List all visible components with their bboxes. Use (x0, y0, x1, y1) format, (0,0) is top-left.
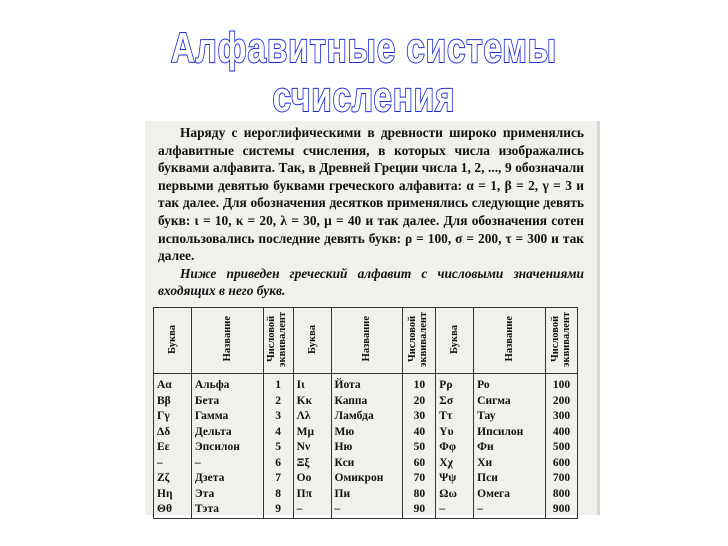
table-cell-value: 80 (403, 487, 436, 503)
table-cell-letter: Ωω (436, 487, 474, 503)
header-value-1: Числовой эквивалент (263, 308, 293, 374)
table-row (154, 471, 578, 487)
table-cell-letter: Ππ (293, 487, 331, 503)
table-cell-name: Тау (474, 409, 546, 425)
table-cell-letter: Ψψ (436, 471, 474, 487)
paragraph-table-intro: Ниже приведен греческий алфавит с числовыми значениями входящих в него букв. (158, 265, 584, 299)
table-cell-letter: – (293, 502, 331, 518)
table-cell-letter: – (154, 456, 192, 472)
table-cell-name: Эта (191, 487, 263, 503)
table-row (154, 394, 578, 410)
table-cell-value: 70 (403, 471, 436, 487)
table-cell-value: 3 (263, 409, 293, 425)
table-row (154, 409, 578, 425)
table-cell-name: Кси (331, 456, 403, 472)
table-cell-value: 2 (263, 394, 293, 410)
table-cell-name: Эпсилон (191, 440, 263, 456)
table-cell-value: 30 (403, 409, 436, 425)
table-row (154, 425, 578, 441)
table-cell-value: 100 (546, 374, 578, 394)
table-cell-letter: Υυ (436, 425, 474, 441)
table-cell-name: Сигма (474, 394, 546, 410)
header-name-2: Название (331, 308, 403, 374)
table-cell-value: 50 (403, 440, 436, 456)
table-cell-value: 7 (263, 471, 293, 487)
header-letter-1: Буква (154, 308, 192, 374)
table-cell-letter: Σσ (436, 394, 474, 410)
table-row (154, 487, 578, 503)
table-cell-letter: Νν (293, 440, 331, 456)
table-cell-letter: – (436, 502, 474, 518)
table-cell-value: 20 (403, 394, 436, 410)
table-cell-letter: Ττ (436, 409, 474, 425)
greek-alphabet-table (153, 307, 578, 519)
table-cell-letter: Ξξ (293, 456, 331, 472)
header-name-1: Название (191, 308, 263, 374)
table-cell-letter: Μμ (293, 425, 331, 441)
table-cell-name: Каппа (331, 394, 403, 410)
table-cell-letter: Λλ (293, 409, 331, 425)
table-cell-value: 400 (546, 425, 578, 441)
table-cell-value: 700 (546, 471, 578, 487)
table-cell-letter: Ηη (154, 487, 192, 503)
table-row (154, 456, 578, 472)
table-cell-value: 90 (403, 502, 436, 518)
slide-title-line2: счисления (272, 73, 456, 120)
table-cell-value: 60 (403, 456, 436, 472)
table-cell-letter: Χχ (436, 456, 474, 472)
table-cell-name: Омикрон (331, 471, 403, 487)
table-cell-letter: Ιι (293, 374, 331, 394)
table-cell-value: 800 (546, 487, 578, 503)
table-cell-name: Хи (474, 456, 546, 472)
table-cell-name: Фи (474, 440, 546, 456)
table-row (154, 502, 578, 518)
table-cell-letter: Κκ (293, 394, 331, 410)
table-cell-value: 600 (546, 456, 578, 472)
table-cell-value: 9 (263, 502, 293, 518)
table-cell-name: Дзета (191, 471, 263, 487)
table-row (154, 374, 578, 394)
header-value-3: Числовой эквивалент (546, 308, 578, 374)
table-cell-name: Ро (474, 374, 546, 394)
table-cell-value: 6 (263, 456, 293, 472)
table-cell-name: Пи (331, 487, 403, 503)
header-name-3: Название (474, 308, 546, 374)
header-letter-3: Буква (436, 308, 474, 374)
table-cell-value: 4 (263, 425, 293, 441)
table-cell-name: Дельта (191, 425, 263, 441)
table-cell-value: 10 (403, 374, 436, 394)
table-cell-letter: Γγ (154, 409, 192, 425)
table-cell-value: 40 (403, 425, 436, 441)
table-cell-name: Ню (331, 440, 403, 456)
text-block (158, 124, 584, 300)
table-cell-value: 8 (263, 487, 293, 503)
table-cell-value: 300 (546, 409, 578, 425)
table-cell-name: Ламбда (331, 409, 403, 425)
table-header-row (154, 308, 578, 374)
table-cell-name: Тэта (191, 502, 263, 518)
table-cell-name: – (191, 456, 263, 472)
paragraph-intro: Наряду с иероглифическими в древности широко применялись алфавитные системы счисления, в которых числа изображались буквами алфавита. Так, в Древней Греции числа 1, 2, ..., 9 обозначали первыми девятью буквами греческого алфавита: α = 1, β = 2, γ = 3 и так далее. Для обозначения десятков применялись следующие девять букв: ι = 10, κ = 20, λ = 30, μ = 40 и так далее. Для обозначения сотен использовались последние девять букв: ρ = 100, σ = 200, τ = 300 и так далее. (158, 125, 584, 264)
table-cell-name: Ипсилон (474, 425, 546, 441)
table-cell-letter: Δδ (154, 425, 192, 441)
table-cell-letter: Ββ (154, 394, 192, 410)
table-cell-letter: Φφ (436, 440, 474, 456)
table-cell-name: Пси (474, 471, 546, 487)
table-cell-name: Мю (331, 425, 403, 441)
header-letter-2: Буква (293, 308, 331, 374)
table-cell-name: Альфа (191, 374, 263, 394)
header-value-2: Числовой эквивалент (403, 308, 436, 374)
table-cell-value: 500 (546, 440, 578, 456)
table-cell-value: 900 (546, 502, 578, 518)
table-cell-name: – (331, 502, 403, 518)
table-cell-name: Йота (331, 374, 403, 394)
table-cell-letter: Αα (154, 374, 192, 394)
table-cell-value: 200 (546, 394, 578, 410)
scan-edge (597, 121, 600, 515)
table-cell-letter: Εε (154, 440, 192, 456)
table-cell-name: – (474, 502, 546, 518)
table-cell-letter: Ζζ (154, 471, 192, 487)
table-cell-name: Омега (474, 487, 546, 503)
table-cell-letter: Θθ (154, 502, 192, 518)
table-cell-name: Гамма (191, 409, 263, 425)
table-cell-letter: Ρρ (436, 374, 474, 394)
table-cell-name: Бета (191, 394, 263, 410)
table-cell-value: 1 (263, 374, 293, 394)
slide-title-line1: Алфавитные системы (170, 24, 558, 71)
table-cell-value: 5 (263, 440, 293, 456)
table-row (154, 440, 578, 456)
table-cell-letter: Οο (293, 471, 331, 487)
